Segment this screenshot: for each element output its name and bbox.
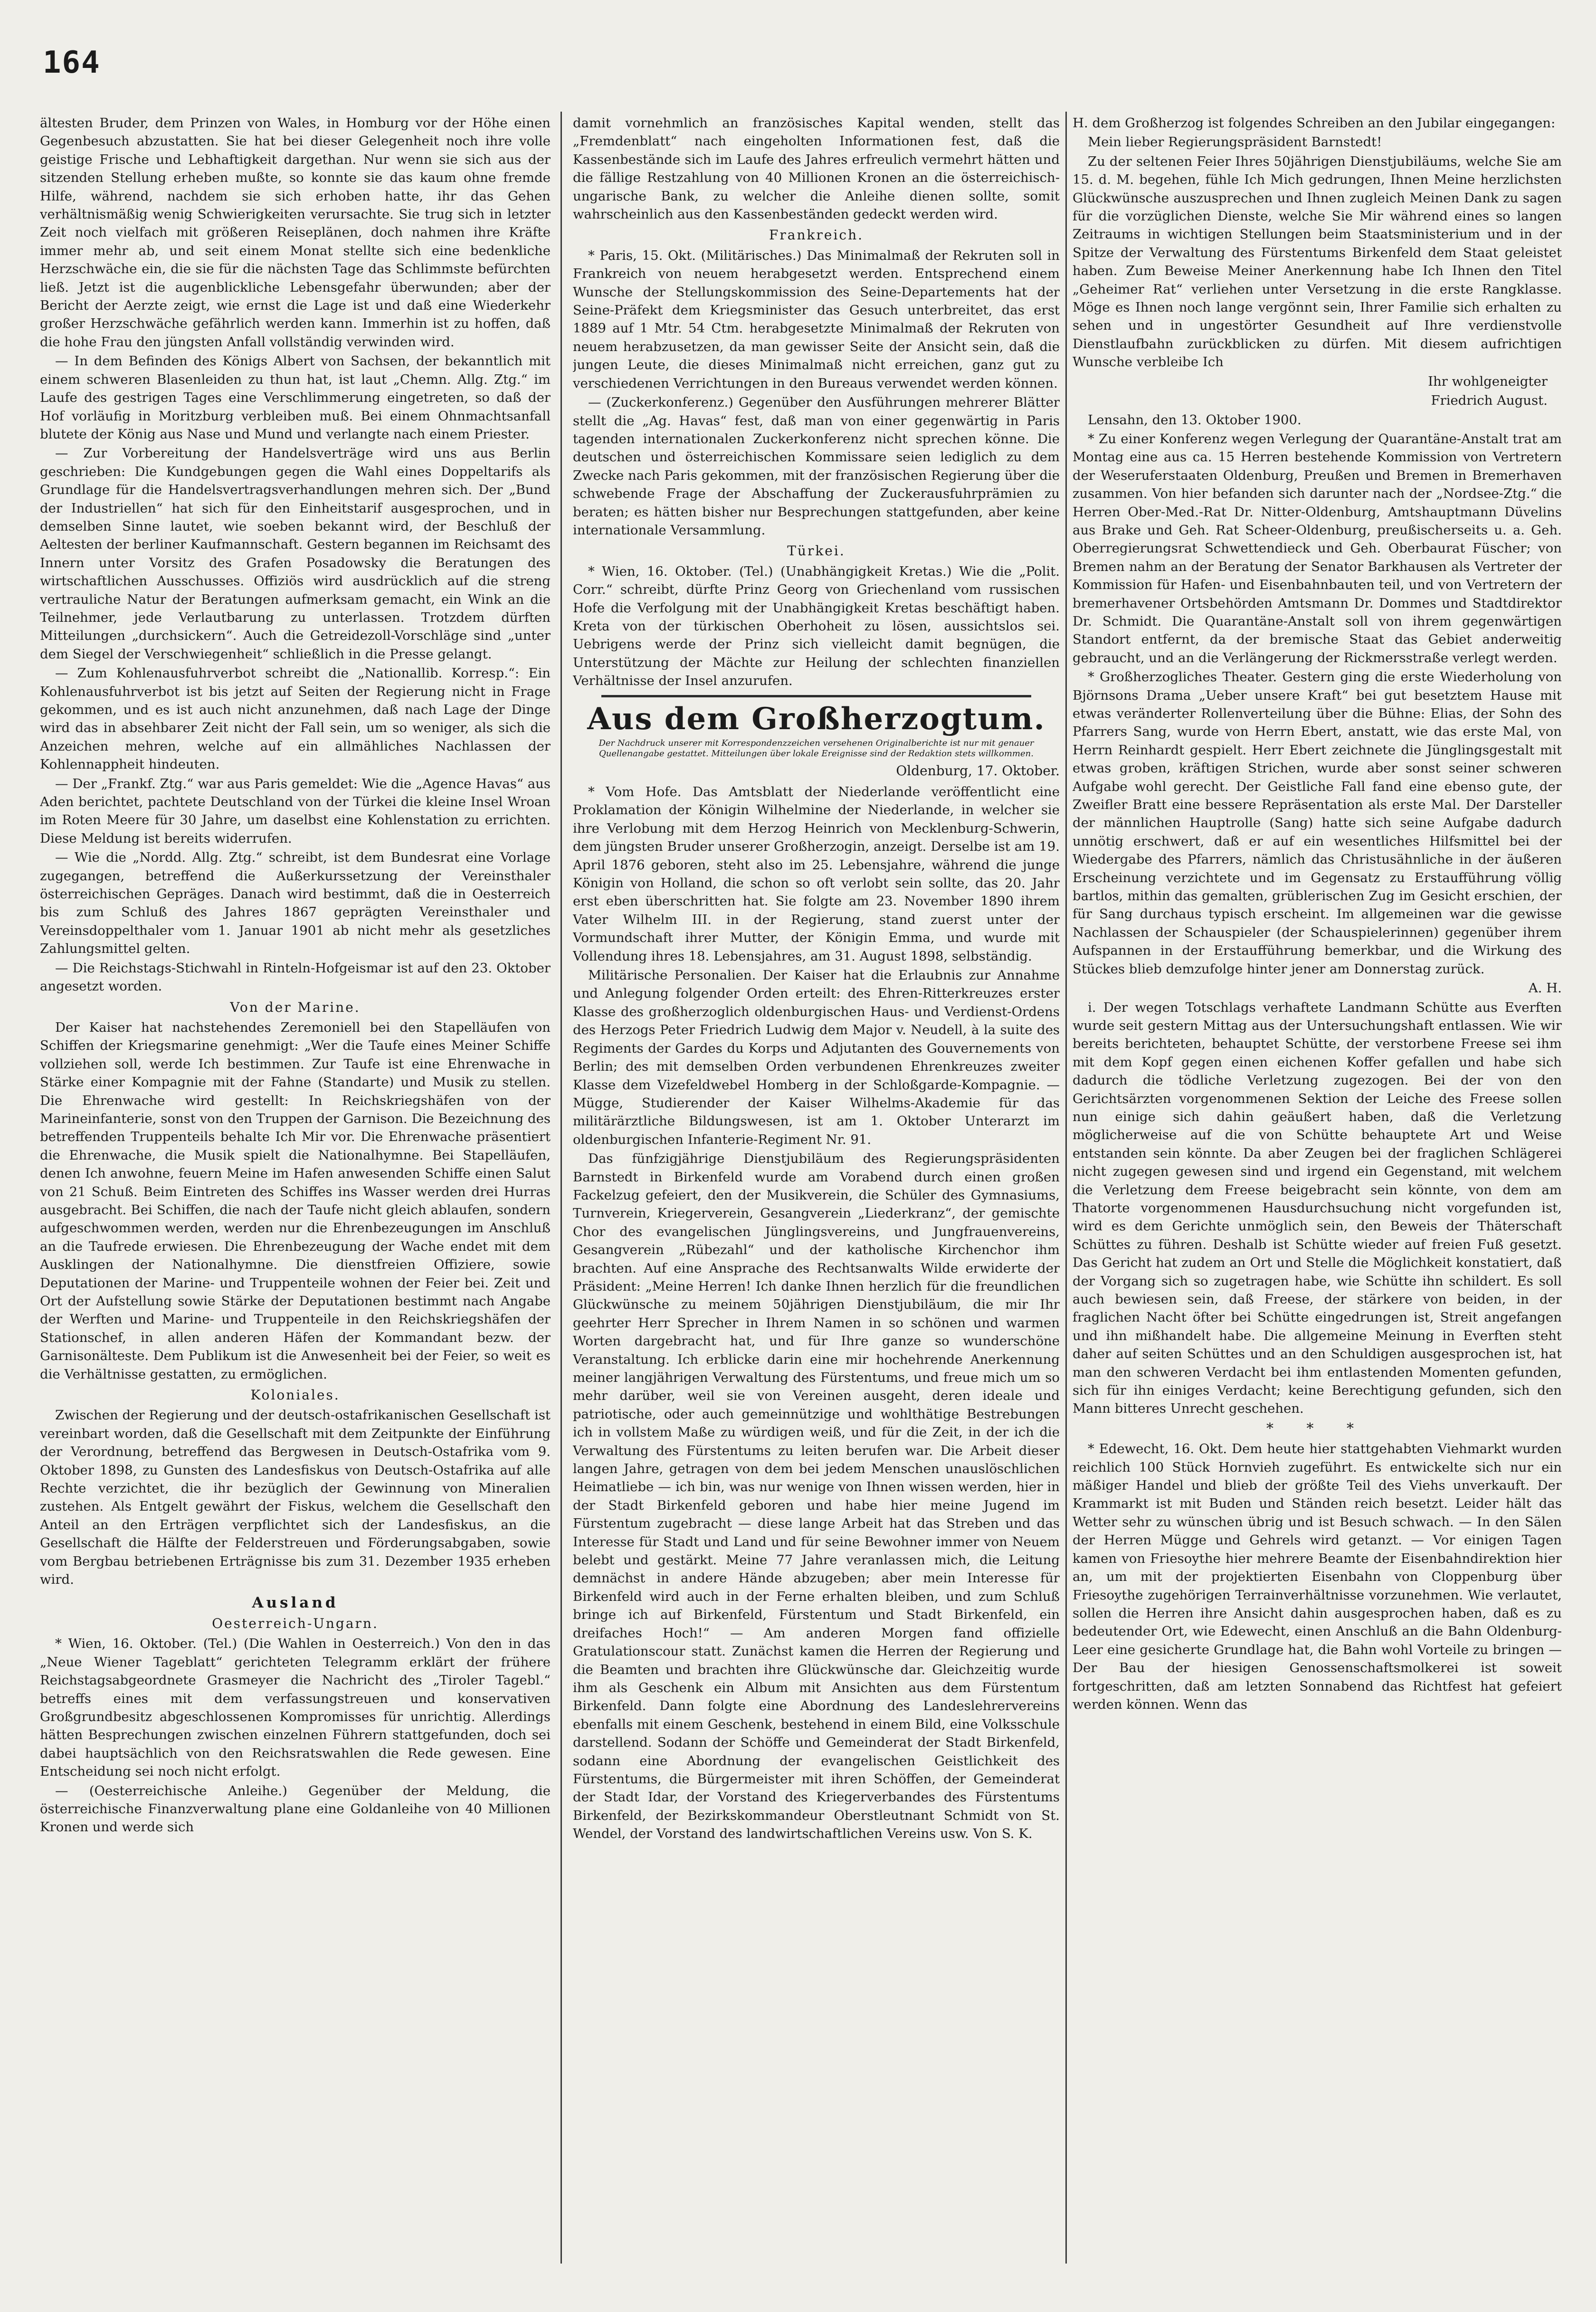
author-initials: A. H. [1528,980,1562,996]
article-paragraph: * Vom Hofe. Das Amtsblatt der Niederlande veröffentlicht eine Proklamation der Königin Wilhelmine der Niederlande, in welcher sie ihre Verlobung mit dem Herzog Heinrich von Mecklenburg-Schwerin, dem jüngsten Bruder unserer Großherzogin, anzeigt. Derselbe ist am 19. April 1876 geboren, steht also im 25. Lebensjahre, während die junge Königin von Holland, die schon so oft verlobt sein sollte, das 20. Jahr erst eben überschritten hat. Sie folgte am 23. November 1890 ihrem Vater Wilhelm III. in der Regierung, stand zuerst unter der Vormundschaft ihrer Mutter, der Königin Emma, und wurde mit Vollendung ihres 18. Lebensjahres, am 31. August 1898, selbständig. [573,784,1060,964]
article-paragraph: * Edewecht, 16. Okt. Dem heute hier stattgehabten Viehmarkt wurden reichlich 100 Stück Hornvieh zugeführt. Es entwickelte sich nur ein mäßiger Handel und blieb der größte Teil des Viehs unverkauft. Der Krammarkt ist mit Buden und Ständen reich besetzt. Leider hält das Wetter sehr zu wünschen übrig und ist Besuch schwach. — In den Sälen der Herren Mügge und Gehrels wird getanzt. — Vor einigen Tagen kamen von Friesoythe hier mehrere Beamte der Eisenbahndirektion hier an, um mit der projektierten Eisenbahn von Cloppenburg über Friesoythe zugehörigen Terrainverhältnisse vorzunehmen. Wie verlautet, sollen die Herren ihre Ansicht dahin ausgesprochen haben, daß es zu bedeutender Ort, wie Edewecht, einen Anschluß an die Bahn Oldenburg-Leer eine gesicherte Grundlage hat, die Bahn wohl Vorteile zu bringen — Der Bau der hiesigen Genossenschaftsmolkerei ist soweit fortgeschritten, daß am letzten Sonnabend das Richtfest hat gefeiert werden können. Wenn das [1073,1441,1562,1712]
article-paragraph: Zu der seltenen Feier Ihres 50jährigen Dienstjubiläums, welche Sie am 15. d. M. begehen, fühle Ich Mich gedrungen, Ihnen Meine herzlichsten Glückwünsche auszusprechen und Ihnen zugleich Meinen Dank zu sagen für die vorzüglichen Dienste, welche Sie Mir während eines so langen Zeitraums in wichtigen Stellungen beim Staatsministerium und in der Spitze der Verwaltung des Fürstentums Birkenfeld dem Staat geleistet haben. Zum Beweise Meiner Anerkennung habe Ich Ihnen den Titel „Geheimer Rat“ verliehen unter Versetzung in die erste Rangklasse. Möge es Ihnen noch lange vergönnt sein, Ihrer Familie sich erhalten zu sehen und in ungestörter Gesundheit auf Ihre verdienstvolle Dienstlaufbahn zurückblicken zu dürfen. Mit diesem aufrichtigen Wunsche verbleibe Ich [1073,153,1562,370]
letter-closing: Ihr wohlgeneigter [1428,373,1548,389]
dateline: Oldenburg, 17. Oktober. [896,762,1060,779]
article-paragraph: — (Zuckerkonferenz.) Gegenüber den Ausführungen mehrerer Blätter stellt die „Ag. Havas“ fest, daß man von einer gegenwärtig in Paris tagenden internationalen Zuckerkonferenz nicht sprechen könne. Die deutschen und österreichischen Kommissare seien lediglich zu dem Zwecke nach Paris gekommen, mit der französischen Regierung über die schwebende Frage der Abschaffung der Zuckerausfuhrprämien zu beraten; es hätten bisher nur Besprechungen stattgefunden, aber keine internationale Versammlung. [573,395,1060,538]
article-paragraph: — Die Reichstags-Stichwahl in Rinteln-Hofgeismar ist auf den 23. Oktober angesetzt worden. [40,960,551,994]
article-paragraph: damit vornehmlich an französisches Kapital wenden, stellt das „Fremdenblatt“ nach eingeholten Informationen fest, daß die Kassenbestände sich im Laufe des Jahres erfreulich vermehrt hätten und die fällige Restzahlung von 40 Millionen Kronen an die österreichisch-ungarische Bank, zu welcher die Anleihe dienen sollte, somit wahrscheinlich aus den Kassenbeständen gedeckt werden wird. [573,115,1060,222]
article-paragraph: Das fünfzigjährige Dienstjubiläum des Regierungspräsidenten Barnstedt in Birkenfeld wurde am Vorabend durch einen großen Fackelzug gefeiert, den der Musikverein, die Schüler des Gymnasiums, Turnverein, Kriegerverein, Gesangverein „Liederkranz“, der gemischte Chor des evangelischen Jünglingsvereins, und Jungfrauenvereins, Gesangverein „Rübezahl“ und der katholische Kirchenchor ihm brachten. Auf eine Ansprache des Rechtsanwalts Wilde erwiderte der Präsident: „Meine Herren! Ich danke Ihnen herzlich für die freundlichen Glückwünsche zu meinem 50jährigen Dienstjubiläum, die mir Ihr geehrter Herr Sprecher in Ihrem Namen in so schönen und warmen Worten dargebracht hat, und für Ihre ganze so wunderschöne Veranstaltung. Ich erblicke darin eine mir hochehrende Anerkennung meiner langjährigen Verwaltung des Fürstentums, und freue mich um so mehr darüber, weil sie von Vereinen ausgeht, deren ideale und patriotische, oder auch gemeinnützige und wohlthätige Bestrebungen ich in vollstem Maße zu würdigen weiß, und für die Zeit, in der ich die Verwaltung des Fürstentums zu leiten berufen war. Die Arbeit dieser langen Jahre, getragen von dem bei jedem Menschen unauslöschlichen Heimatliebe — ich bin, was nur wenige von Ihnen wissen werden, hier in der Stadt Birkenfeld geboren und habe hier meine Jugend im Fürstentum zugebracht — diese lange Arbeit hat das Streben und das Interesse für Stadt und Land und für seine Bewohner immer von Neuem belebt und gestärkt. Meine 77 Jahre veranlassen mich, die Leitung demnächst in andere Hände abzugeben; aber mein Interesse für Birkenfeld wird auch in der Ferne erhalten bleiben, und zum Schluß bringe ich auf Birkenfeld, Fürstentum und Stadt Birkenfeld, ein dreifaches Hoch!“ — Am anderen Morgen fand offizielle Gratulationscour statt. Zunächst kamen die Herren der Regierung und die Beamten und brachten ihre Glückwünsche dar. Gleichzeitig wurde ihm als Geschenk ein Album mit Ansichten aus dem Fürstentum Birkenfeld. Dann folgte eine Abordnung des Landeslehrervereins ebenfalls mit einem Geschenk, bestehend in einem Bild, eine Volksschule darstellend. Sodann der Schöffe und Gemeinderat der Stadt Birkenfeld, sodann eine Abordnung der evangelischen Geistlichkeit des Fürstentums, die Bürgermeister mit ihren Schöffen, der Gemeinderat der Stadt Idar, der Vorstand des Kriegerverbandes des Fürstentums Birkenfeld, der Bezirkskommandeur Oberstleutnant Schmidt von St. Wendel, der Vorstand des landwirtschaftlichen Vereins usw. Von S. K. [573,1151,1060,1842]
section-heading: Von der Marine. [230,999,361,1015]
article-paragraph: ältesten Bruder, dem Prinzen von Wales, in Homburg vor der Höhe einen Gegenbesuch abzustatten. Sie hat bei dieser Gelegenheit noch ihre volle geistige Frische und Lebhaftigkeit dargethan. Nur wenn sie sich aus der sitzenden Stellung erheben mußte, so konnte sie das kaum ohne fremde Hilfe, während, nachdem sie sich erhoben hatte, ihr das Gehen verhältnismäßig wenig Schwierigkeiten verursachte. Sie trug sich in letzter Zeit noch vielfach mit größeren Reiseplänen, doch nahmen ihre Kräfte immer mehr ab, und seit einem Monat stellte sich eine bedenkliche Herzschwäche ein, die sie für die nächsten Tage das Schlimmste befürchten ließ. Jetzt ist die augenblickliche Lebensgefahr überwunden; aber der Bericht der Aerzte zeigt, wie ernst die Lage ist und daß eine Wiederkehr großer Herzschwäche gefährlich werden kann. Immerhin ist zu hoffen, daß die hohe Frau den jüngsten Anfall vollständig verwinden wird. [40,115,551,350]
section-heading: Ausland [252,1594,339,1611]
article-paragraph: — Der „Frankf. Ztg.“ war aus Paris gemeldet: Wie die „Agence Havas“ aus Aden berichtet, pachtete Deutschland von der Türkei die kleine Insel Wroan im Roten Meere für 30 Jahre, um daselbst eine Kohlenstation zu errichten. Diese Meldung ist bereits widerrufen. [40,776,551,846]
column-left [40,114,551,2261]
column-divider [1065,112,1067,2264]
column-right [1073,114,1562,2261]
letter-signature: Friedrich August. [1431,393,1548,409]
section-title: Aus dem Großherzogtum. [587,701,1045,737]
article-paragraph: * Wien, 16. Oktober. (Tel.) (Die Wahlen in Oesterreich.) Von den in das „Neue Wiener Tageblatt“ gerichteten Telegramm erklärt der frühere Reichstagsabgeordnete Grasmeyer die Nachricht des „Tiroler Tagebl.“ betreffs eines mit dem verfassungstreuen und konservativen Großgrundbesitz abgeschlossenen Kompromisses für unrichtig. Allerdings hätten Besprechungen zwischen einzelnen Führern stattgefunden, doch sei dabei hauptsächlich von den Reichsratswahlen die Rede gewesen. Eine Entscheidung sei noch nicht erfolgt. [40,1636,551,1779]
article-paragraph: — In dem Befinden des Königs Albert von Sachsen, der bekanntlich mit einem schweren Blasenleiden zu thun hat, ist laut „Chemn. Allg. Ztg.“ im Laufe des gestrigen Tages eine Verschlimmerung eingetreten, so daß der Hof vorläufig in Moritzburg verbleiben muß. Bei einem Ohnmachtsanfall blutete der König aus Nase und Mund und verlangte nach einem Priester. [40,353,551,442]
article-paragraph: Der Kaiser hat nachstehendes Zeremoniell bei den Stapelläufen von Schiffen der Kriegsmarine genehmigt: „Wer die Taufe eines Meiner Schiffe vollziehen soll, werde Ich bestimmen. Zur Taufe ist eine Ehrenwache in Stärke einer Kompagnie mit der Fahne (Standarte) und Musik zu stellen. Die Ehrenwache wird gestellt: In Reichskriegshäfen von der Marineinfanterie, sonst von den Truppen der Garnison. Die Bezeichnung des betreffenden Truppenteils behalte Ich Mir vor. Die Ehrenwache präsentiert die Ehrenwache, die Musik spielt die Nationalhymne. Bei Stapelläufen, denen Ich anwohne, feuern Meine im Hafen anwesenden Schiffe einen Salut von 21 Schuß. Beim Eintreten des Schiffes ins Wasser werden drei Hurras ausgebracht. Bei Schiffen, die nach der Taufe nicht gleich ablaufen, sondern aufgeschwommen werden, werden nur die Ehrenbezeugungen im Anschluß an die Taufrede erwiesen. Die Ehrenbezeugung der Wache endet mit dem Ausklingen der Nationalhymne. Die dienstfreien Offiziere, sowie Deputationen der Marine- und Truppenteile wohnen der Feier bei. Zeit und Ort der Aufstellung sowie Stärke der Deputationen bestimmt nach Angabe der Werften und Marine- und Truppenteile in den Reichskriegshäfen der Stationschef, in allen anderen Häfen der Kommandant bezw. der Garnisonälteste. Dem Publikum ist die Anwesenheit bei der Feier, so weit es die Verhältnisse gestatten, zu ermöglichen. [40,1019,551,1382]
letter-salutation: Mein lieber Regierungspräsident Barnstedt! [1088,134,1382,150]
article-paragraph: * Zu einer Konferenz wegen Verlegung der Quarantäne-Anstalt trat am Montag eine aus ca. 15 Herren bestehende Kommission von Vertretern der Weseruferstaaten Oldenburg, Preußen und Bremen in Bremerhaven zusammen. Von hier befanden sich darunter nach der „Nordsee-Ztg.“ die Herren Ober-Med.-Rat Dr. Nitter-Oldenburg, Amtshauptmann Düvelins aus Brake und Geh. Rat Scheer-Oldenburg, preußischerseits u. a. Geh. Oberregierungsrat Schwettendieck und Geh. Oberbaurat Füscher; von Bremen nahm an der Beratung der Senator Barkhausen als Vertreter der Kommission für Hafen- und Eisenbahnbauten teil, und von Vertretern der bremerhavener Ortsbehörden Amtsmann Dr. Dommes und Stadtdirektor Dr. Schmidt. Die Quarantäne-Anstalt soll von ihrem gegenwärtigen Standort entfernt, da der bremische Staat das Gebiet anderweitig gebraucht, und an die Verlängerung der Rickmersstraße verlegt werden. [1073,431,1562,666]
article-paragraph: — Zum Kohlenausfuhrverbot schreibt die „Nationallib. Korresp.“: Ein Kohlenausfuhrverbot ist bis jetzt auf Seiten der Regierung nicht in Frage gekommen, und es ist auch nicht anzunehmen, daß nach Lage der Dinge wird das in absehbarer Zeit nicht der Fall sein, um so weniger, als sich die Anzeichen mehren, welche auf ein allmähliches Nachlassen der Kohlennappheit hindeuten. [40,666,551,772]
section-heading: Türkei. [787,543,846,559]
article-paragraph: H. dem Großherzog ist folgendes Schreiben an den Jubilar eingegangen: [1073,115,1556,131]
article-paragraph: — (Oesterreichische Anleihe.) Gegenüber der Meldung, die österreichische Finanzverwaltung plane eine Goldanleihe von 40 Millionen Kronen und werde sich [40,1783,551,1835]
article-paragraph: i. Der wegen Totschlags verhaftete Landmann Schütte aus Everften wurde seit gestern Mittag aus der Untersuchungshaft entlassen. Wie wir bereits berichteten, behauptet Schütte, der verstorbene Freese sei ihm mit dem Kopf gegen einen eichenen Koffer gefallen und habe sich dadurch die tödliche Verletzung zugezogen. Bei der von den Gerichtsärzten vorgenommenen Sektion der Leiche des Freese sollen nun einige sich dahin geäußert haben, daß die Verletzung möglicherweise auf die von Schütte behauptete Art und Weise entstanden sein könnte. Da aber Zeugen bei der fraglichen Schlägerei nicht zugegen gewesen sind und irgend ein Gegenstand, mit welchem die Verletzung dem Freese beigebracht sein könnte, von dem am Thatorte vorgenommenen Hausdurchsuchung nicht vorgefunden ist, wird es dem Gerichte unmöglich sein, den Beweis der Thäterschaft Schüttes zu führen. Deshalb ist Schütte wieder auf freien Fuß gesetzt. Das Gericht hat zudem an Ort und Stelle die Möglichkeit konstatiert, daß der Vorgang sich so zugetragen habe, wie Schütte ihn schildert. Es soll auch bewiesen sein, daß Freese, der stärkere von beiden, in der fraglichen Nacht öfter bei Schütte eingedrungen ist, Streit angefangen und ihn mißhandelt habe. Die allgemeine Meinung in Everften steht daher auf seiten Schüttes und an den Schuldigen ausgesprochen ist, hat man den schweren Verdacht bei ihm entlastenden Momenten gefunden, sich für ihn einiges Verdacht; keine Berechtigung gefunden, sich den Mann bitteres Unrecht geschehen. [1073,999,1562,1417]
article-paragraph: — Zur Vorbereitung der Handelsverträge wird uns aus Berlin geschrieben: Die Kundgebungen gegen die Wahl eines Doppeltarifs als Grundlage für die Handelsvertragsverhandlungen mehren sich. Der „Bund der Industriellen“ hat sich für den Einheitstarif ausgesprochen, und in demselben Sinne lautet, wie soeben bekannt wird, der Beschluß der Aeltesten der berliner Kaufmannschaft. Gestern begannen im Reichsamt des Innern unter Vorsitz des Grafen Posadowsky die Beratungen des wirtschaftlichen Ausschusses. Offiziös wird ausdrücklich auf die streng vertrauliche Natur der Beratungen aufmerksam gemacht, ein Wink an die Teilnehmer, jede Verlautbarung zu unterlassen. Trotzdem dürften Mitteilungen „durchsickern“. Auch die Getreidezoll-Vorschläge sind „unter dem Siegel der Verschwiegenheit“ schließlich in die Presse gelangt. [40,446,551,662]
section-heading: Koloniales. [250,1387,340,1403]
section-subheading: Oesterreich-Ungarn. [212,1615,379,1631]
section-divider [601,695,1031,697]
article-paragraph: * Wien, 16. Oktober. (Tel.) (Unabhängigkeit Kretas.) Wie die „Polit. Corr.“ schreibt, dürfte Prinz Georg von Griechenland vom russischen Hofe die Verfolgung mit der Unabhängigkeit Kretas beschäftigt haben. Kreta von der türkischen Oberhoheit zu lösen, aussichtslos sei. Uebrigens werde der Prinz sich vielleicht damit begnügen, die Unterstützung der Mächte zur Heilung der schlechten finanziellen Verhältnisse der Insel anzurufen. [573,563,1060,689]
article-paragraph: * Großherzogliches Theater. Gestern ging die erste Wiederholung von Björnsons Drama „Ueber unsere Kraft“ bei gut besetztem Hause mit etwas veränderter Rollenverteilung über die Bühne: Elias, der Sohn des Pfarrers Sang, wurde von Herrn Ebert, anstatt, wie das erste Mal, von Herrn Reinhardt gespielt. Herr Ebert zeichnete die Jünglingsgestalt mit etwas groben, kräftigen Strichen, wurde aber sonst seiner schweren Aufgabe wohl gerecht. Der Geistliche Fall fand eine ebenso gute, der Zweifler Bratt eine bessere Repräsentation als erste Mal. Der Darsteller der männlichen Hauptrolle (Sang) hatte sich seine Aufgabe dadurch unnötig erschwert, daß er auf ein wesentliches Hilfsmittel bei der Wiedergabe des Pfarrers, nämlich das Christusähnliche in der äußeren Erscheinung verzichtete und im Gegensatz zu Erstaufführung völlig bartlos, mithin das gemalten, grüblerischen Zug im Gesicht erschien, der für Sang durchaus typisch erscheint. Im allgemeinen war die gewisse Nachlassen der Schauspieler (der Schauspielerinnen) gegenüber ihrem Aufspannen in der Erstaufführung bemerkbar, und die Wirkung des Stückes blieb demzufolge hinter jener am Donnerstag zurück. [1073,669,1562,977]
article-paragraph: — Wie die „Nordd. Allg. Ztg.“ schreibt, ist dem Bundesrat eine Vorlage zugegangen, betreffend die Außerkurssetzung der Vereinsthaler österreichischen Gepräges. Danach wird bestimmt, daß die in Oesterreich bis zum Schluß des Jahres 1867 geprägten Vereinsthaler und Vereinsdoppelthaler vom 1. Januar 1901 ab nicht mehr als gesetzliches Zahlungsmittel gelten. [40,850,551,957]
separator-stars: * * * [1266,1420,1368,1437]
article-paragraph: Zwischen der Regierung und der deutsch-ostafrikanischen Gesellschaft ist vereinbart worden, daß die Gesellschaft mit dem Zeitpunkte der Einführung der Verordnung, betreffend das Bergwesen in Deutsch-Ostafrika vom 9. Oktober 1898, zu Gunsten des Landesfiskus von Deutsch-Ostafrika auf alle Rechte verzichtet, die ihr bezüglich der Gewinnung von Mineralien zustehen. Als Entgelt gewährt der Fiskus, welchem die Gesellschaft den Anteil an den Erträgen verpflichtet sich der Landesfiskus, an die Gesellschaft die Hälfte der Felderstreuen und Förderungsabgaben, sowie vom Bergbau betriebenen Erträgnisse bis zum 31. Dezember 1935 erheben wird. [40,1408,551,1588]
section-heading: Frankreich. [769,227,864,243]
letter-date: Lensahn, den 13. Oktober 1900. [1088,412,1302,428]
reprint-note: Der Nachdruck unserer mit Korrespondenzzeichen versehenen Originalberichte ist nur mit genauer Quellenangabe gestattet. Mitteilungen über lokale Ereignisse sind der Redaktion stets willkommen. [598,738,1034,759]
column-middle [573,114,1060,2261]
article-paragraph: Militärische Personalien. Der Kaiser hat die Erlaubnis zur Annahme und Anlegung folgender Orden erteilt: des Ehren-Ritterkreuzes erster Klasse des großherzoglich oldenburgischen Haus- und Verdienst-Ordens des Herzogs Peter Friedrich Ludwig dem Major v. Neudell, à la suite des Regiments der Gardes du Korps und Adjutanten des Gouvernements von Berlin; des mit demselben Orden verbundenen Ehrenkreuzes zweiter Klasse dem Vizefeldwebel Homberg in der Schloßgarde-Kompagnie. — Mügge, Studierender der Kaiser Wilhelms-Akademie für das militärärztliche Bildungswesen, ist am 1. Oktober Unterarzt im oldenburgischen Infanterie-Regiment Nr. 91. [573,968,1060,1147]
page-number: 164 [43,45,101,80]
article-paragraph: * Paris, 15. Okt. (Militärisches.) Das Minimalmaß der Rekruten soll in Frankreich von neuem herabgesetzt werden. Entsprechend einem Wunsche der Stellungskommission des Seine-Departements hat der Seine-Präfekt dem Kriegsminister das Gesuch unterbreitet, das erst 1889 auf 1 Mtr. 54 Ctm. herabgesetzte Minimalmaß der Rekruten von neuem herabzusetzen, da man gewisser Seite der Ansicht sein, daß die jungen Leute, die dieses Minimalmaß nicht erreichen, ganz gut zu verschiedenen Verrichtungen in den Bureaus verwendet werden können. [573,247,1060,391]
column-divider [560,112,562,2264]
